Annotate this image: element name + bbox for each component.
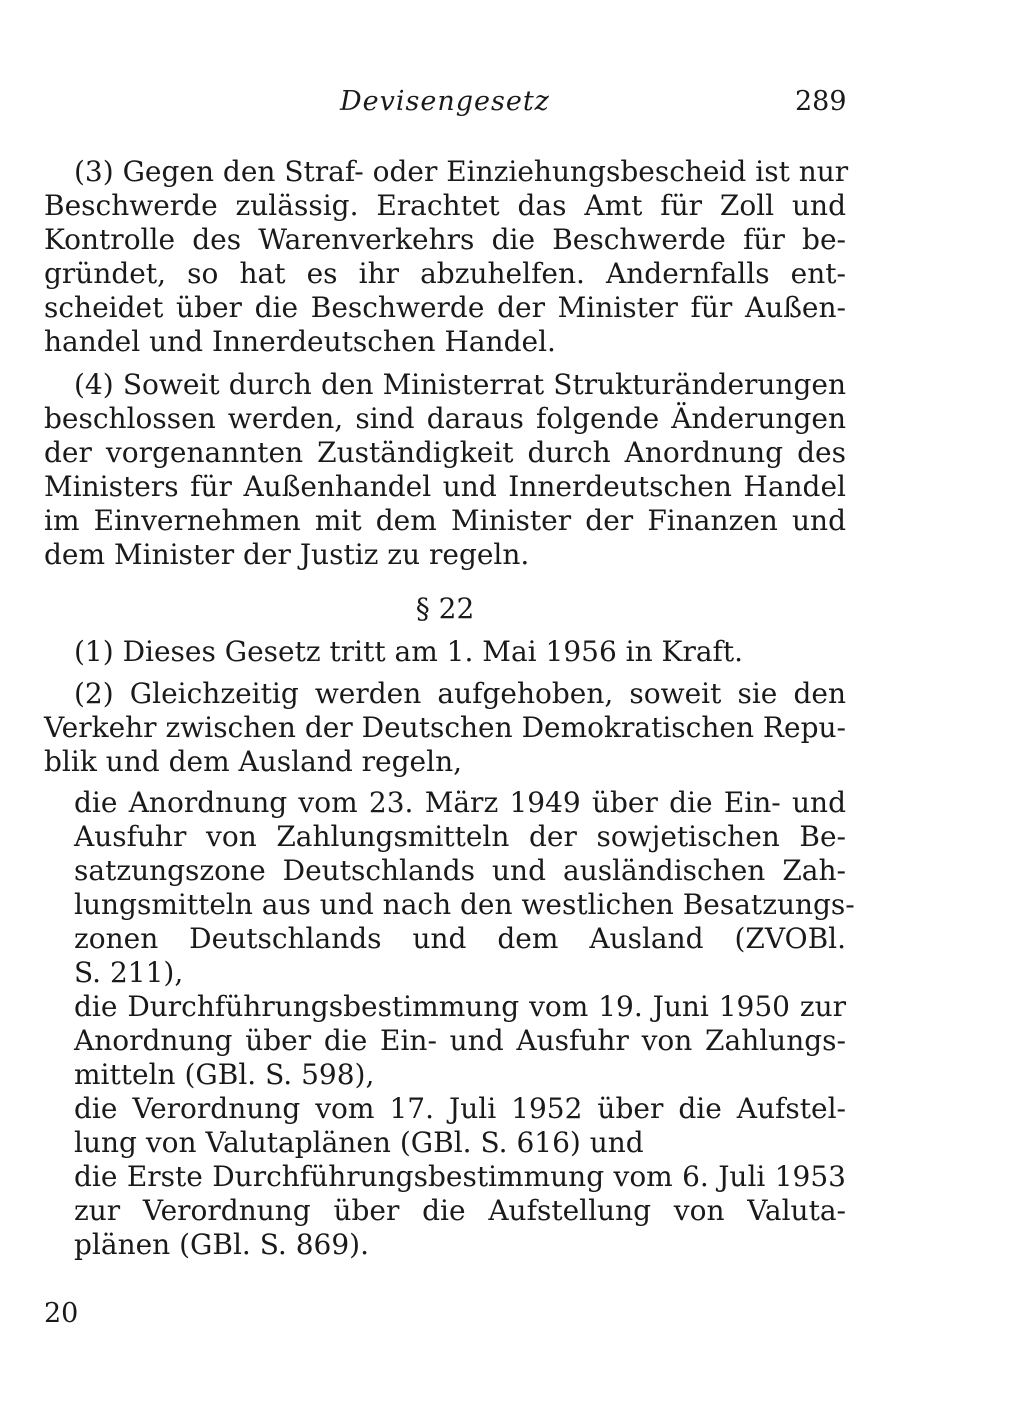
repealed-list-line: Ausfuhr von Zahlungsmitteln der sowjetischen Be- [74,820,846,853]
section-22-paragraph-2-line: blik und dem Ausland regeln, [44,745,463,778]
repealed-list-line: zonen Deutschlands und dem Ausland (ZVOBl. [74,922,846,955]
repealed-list-line: die Durchführungsbestimmung vom 19. Juni 1950 zur [74,990,846,1023]
section-22-paragraph-2-line: Verkehr zwischen der Deutschen Demokratischen Repu- [44,711,846,744]
repealed-list-line: lungsmitteln aus und nach den westlichen Besatzungs- [74,888,855,921]
repealed-list-line: die Erste Durchführungsbestimmung vom 6. Juli 1953 [74,1160,846,1193]
repealed-list-line: plänen (GBl. S. 869). [74,1228,369,1261]
paragraph-4-line: beschlossen werden, sind daraus folgende Änderungen [44,402,846,435]
section-22-paragraph-1: (1) Dieses Gesetz tritt am 1. Mai 1956 in Kraft. [74,635,744,668]
paragraph-3-line: gründet, so hat es ihr abzuhelfen. Andernfalls ent- [44,257,846,290]
repealed-list-line: die Verordnung vom 17. Juli 1952 über die Aufstel- [74,1092,846,1125]
repealed-list-line: S. 211), [74,956,184,989]
paragraph-4-line: Ministers für Außenhandel und Innerdeutschen Handel [44,470,846,503]
running-header-title: Devisengesetz [340,86,550,117]
paragraph-3-line: handel und Innerdeutschen Handel. [44,325,556,358]
section-22-paragraph-2-line: (2) Gleichzeitig werden aufgehoben, soweit sie den [74,677,846,710]
paragraph-4-line: der vorgenannten Zuständigkeit durch Anordnung des [44,436,846,469]
section-heading: § 22 [415,592,475,625]
paragraph-3-line: Kontrolle des Warenverkehrs die Beschwerde für be- [44,223,846,256]
paragraph-4-line: im Einvernehmen mit dem Minister der Finanzen und [44,504,846,537]
repealed-list-line: mitteln (GBl. S. 598), [74,1058,375,1091]
paragraph-4-line: dem Minister der Justiz zu regeln. [44,538,530,571]
signature-number: 20 [44,1298,79,1329]
repealed-list-line: Anordnung über die Ein- und Ausfuhr von Zahlungs- [74,1024,846,1057]
repealed-list-line: satzungszone Deutschlands und ausländischen Zah- [74,854,846,887]
repealed-list-line: lung von Valutaplänen (GBl. S. 616) und [74,1126,644,1159]
page-number: 289 [795,86,847,117]
paragraph-3-line: (3) Gegen den Straf- oder Einziehungsbescheid ist nur [74,155,849,188]
repealed-list-line: zur Verordnung über die Aufstellung von Valuta- [74,1194,846,1227]
paragraph-3-line: scheidet über die Beschwerde der Minister für Außen- [44,291,846,324]
paragraph-4-line: (4) Soweit durch den Ministerrat Strukturänderungen [74,368,846,401]
repealed-list-line: die Anordnung vom 23. März 1949 über die Ein- und [74,786,846,819]
paragraph-3-line: Beschwerde zulässig. Erachtet das Amt für Zoll und [44,189,846,222]
